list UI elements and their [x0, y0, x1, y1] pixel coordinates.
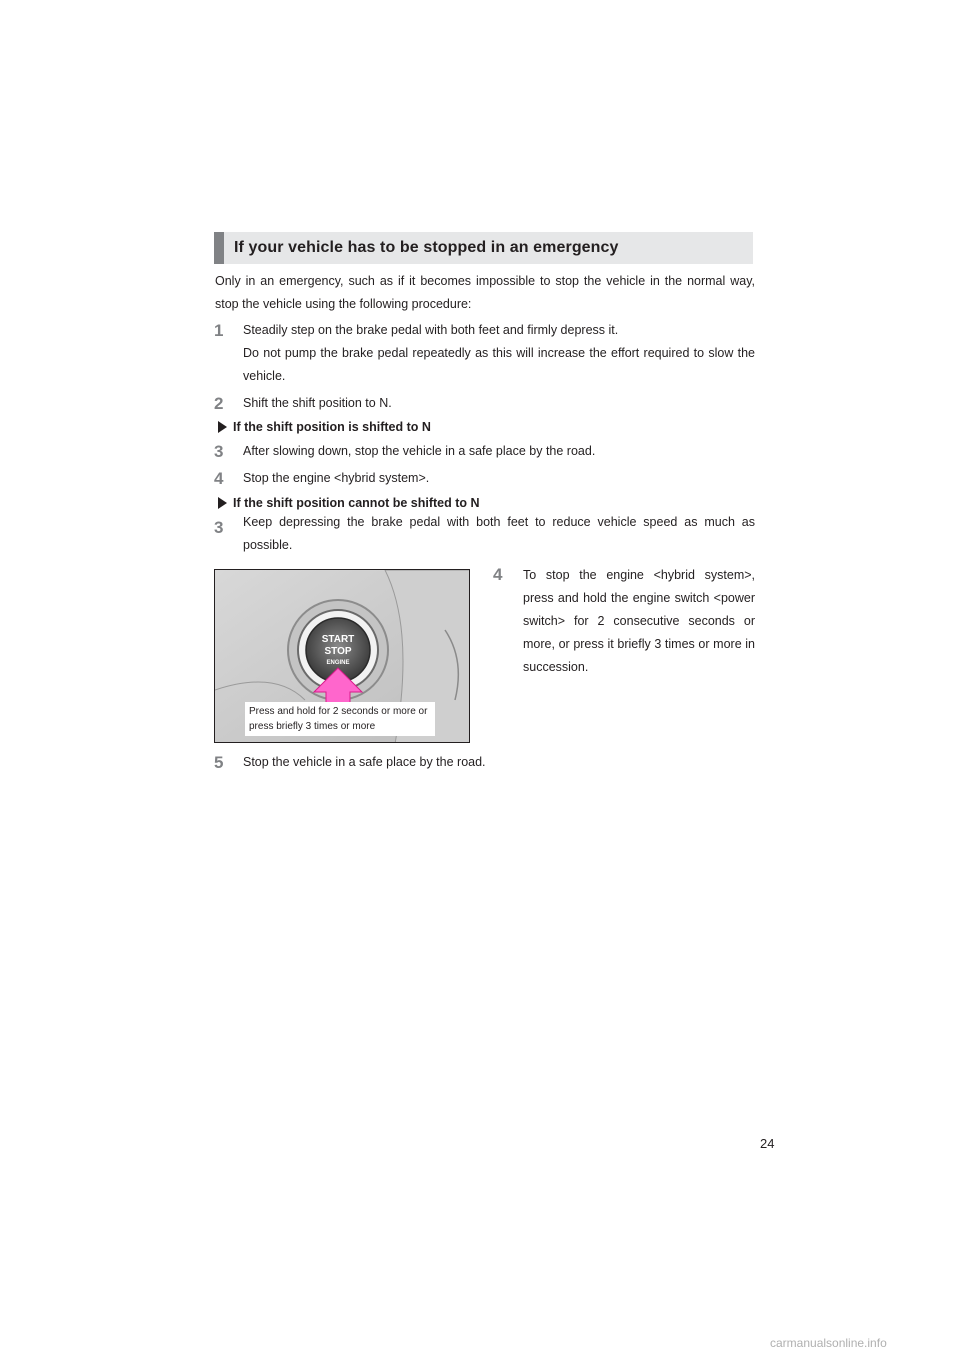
step-text: Steadily step on the brake pedal with both feet and firmly depress it.: [243, 323, 619, 337]
step-number: 4: [214, 469, 224, 488]
watermark: carmanualsonline.info: [770, 1336, 887, 1350]
section-title: If your vehicle has to be stopped in an emergency: [234, 239, 619, 256]
triangle-bullet-icon: [218, 421, 227, 433]
step-number: 5: [214, 753, 224, 772]
step-text: Shift the shift position to N.: [243, 396, 392, 410]
step-number: 3: [214, 442, 224, 461]
page-number: 24: [760, 1136, 775, 1151]
figure-caption: Press and hold for 2 seconds or more or press briefly 3 times or more: [245, 702, 435, 736]
step-number: 3: [214, 518, 224, 537]
button-label-line1: START: [321, 634, 355, 645]
section-header: [214, 232, 753, 264]
step-text: Stop the vehicle in a safe place by the road.: [243, 755, 486, 769]
button-label-line3: ENGINE: [326, 660, 350, 666]
step-number: 2: [214, 394, 224, 413]
step-text: To stop the engine <hybrid system>, press and hold the engine switch <power switch> for 2 consecutive seconds or more, or press it briefly 3 times or more in succession.: [523, 568, 755, 674]
step-number: 1: [214, 321, 224, 340]
step-text: Stop the engine <hybrid system>.: [243, 471, 430, 485]
case-heading-shifted: If the shift position is shifted to N: [218, 420, 431, 434]
button-label-line2: STOP: [324, 646, 352, 657]
triangle-bullet-icon: [218, 497, 227, 509]
step-text: Keep depressing the brake pedal with both feet to reduce vehicle speed as much as possible.: [243, 515, 755, 552]
step-note: Do not pump the brake pedal repeatedly as this will increase the effort required to slow the vehicle.: [243, 346, 755, 383]
step-text: After slowing down, stop the vehicle in a safe place by the road.: [243, 444, 596, 458]
intro-paragraph: Only in an emergency, such as if it becomes impossible to stop the vehicle in the normal way, stop the vehicle using the following procedure:: [215, 274, 755, 311]
step-number: 4: [493, 565, 503, 584]
case-heading-not-shifted: If the shift position cannot be shifted to N: [218, 496, 480, 510]
